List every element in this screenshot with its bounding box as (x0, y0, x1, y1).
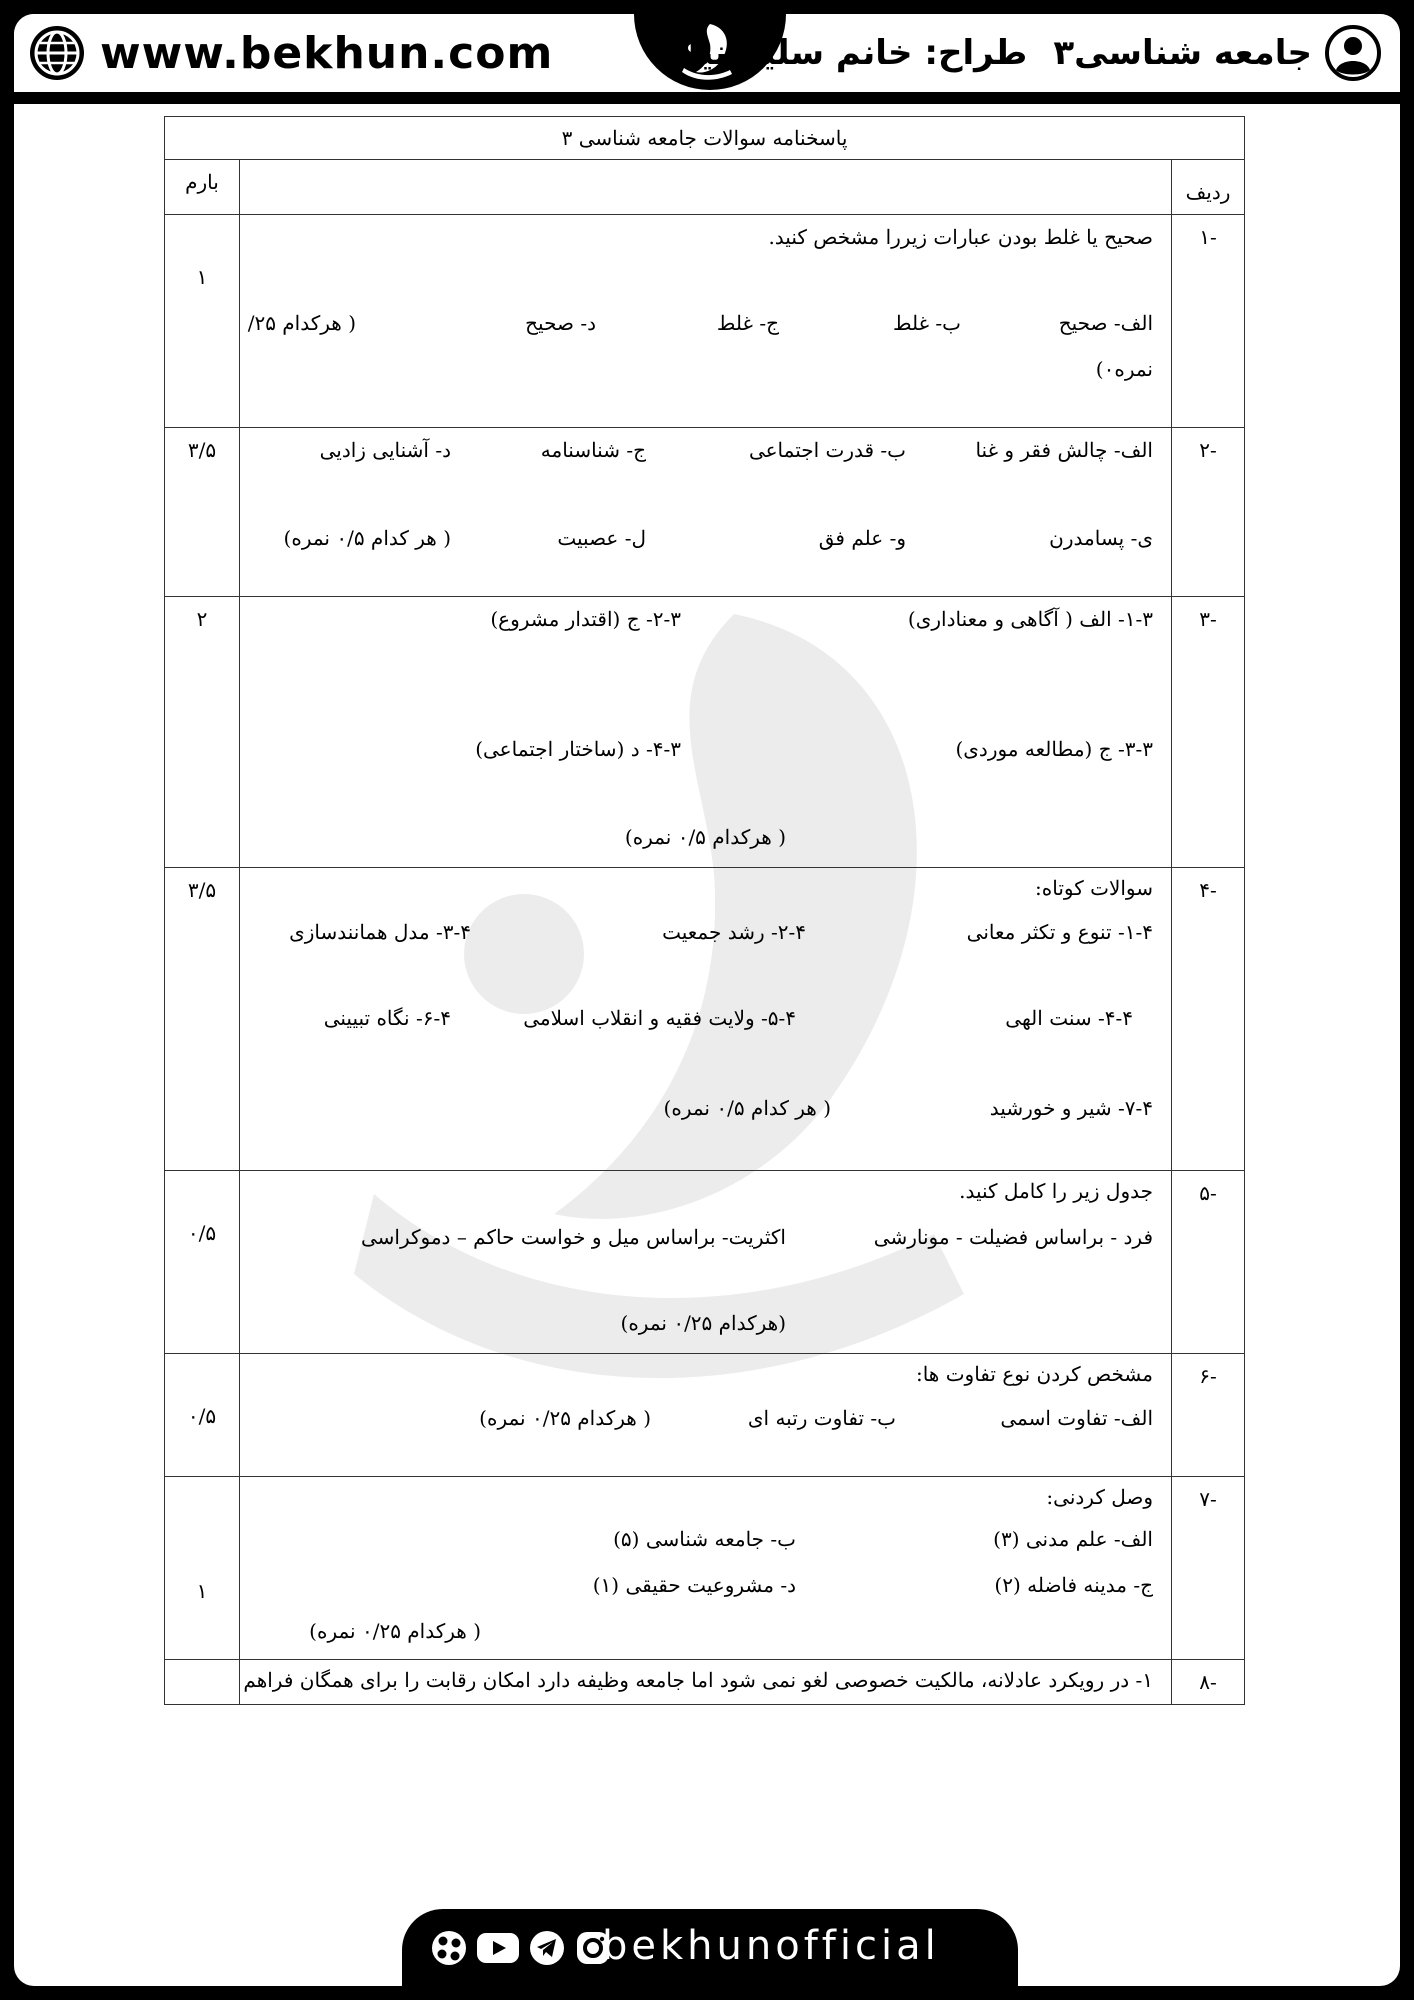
answer-line: ب- قدرت اجتماعی (748, 438, 906, 462)
answer-line: صحیح یا غلط بودن عبارات زیررا مشخص کنید. (768, 225, 1153, 249)
table-row (165, 1171, 1245, 1354)
row-content (240, 597, 1172, 868)
row-number: -۲ (1172, 428, 1245, 597)
answer-line: (هرکدام ۰/۲۵ نمره) (620, 1311, 786, 1335)
table-row (165, 215, 1245, 428)
footer-bar (402, 1909, 1018, 1986)
row-content (240, 1477, 1172, 1660)
youtube-icon[interactable] (476, 1931, 520, 1965)
row-number: -۱ (1172, 215, 1245, 428)
answer-line: و- علم فق (818, 526, 906, 550)
header (14, 14, 1400, 104)
answer-line: ( هر کدام ۰/۵ نمره) (283, 526, 451, 550)
row-content (240, 428, 1172, 597)
row-number: -۷ (1172, 1477, 1245, 1660)
row-number: -۵ (1172, 1171, 1245, 1354)
row-score: ۳/۵ (165, 868, 240, 1171)
answer-line: الف- علم مدنی (۳) (993, 1527, 1153, 1551)
row-content (240, 1354, 1172, 1477)
answer-line: ( هرکدام ۲۵/ (247, 311, 356, 335)
row-number: -۴ (1172, 868, 1245, 1171)
row-score: ۳/۵ (165, 428, 240, 597)
answer-line: ( هرکدام ۰/۲۵ نمره) (479, 1406, 651, 1430)
answer-line: ۶-۴- نگاه تبیینی (323, 1006, 451, 1030)
row-score (165, 1660, 240, 1705)
answer-line: ل- عصبیت (557, 526, 646, 550)
answer-line: الف- صحیح (1058, 311, 1153, 335)
site-url[interactable]: www.bekhun.com (100, 27, 554, 79)
course-name: جامعه شناسی۳ (1053, 33, 1312, 73)
answer-line: ( هرکدام ۰/۲۵ نمره) (309, 1619, 481, 1643)
globe-icon (28, 24, 86, 82)
answer-line: الف- تفاوت اسمی (1000, 1406, 1153, 1430)
answer-line: سوالات کوتاه: (1035, 876, 1153, 900)
table-title: پاسخنامه سوالات جامعه شناسی ۳ (165, 117, 1245, 160)
row-content (240, 215, 1172, 428)
answer-line: الف- چالش فقر و غنا (975, 438, 1153, 462)
row-score: ۲ (165, 597, 240, 868)
answer-line: د- صحیح (525, 311, 596, 335)
answer-line: ۴-۴- سنت الهی (1005, 1006, 1133, 1030)
table-row (165, 868, 1245, 1171)
answer-table (164, 116, 1245, 1705)
answer-line: وصل کردنی: (1046, 1485, 1153, 1509)
row-score: ۱ (165, 215, 240, 428)
row-number: -۳ (1172, 597, 1245, 868)
row-number: -۶ (1172, 1354, 1245, 1477)
aparat-icon[interactable] (430, 1929, 468, 1967)
answer-line: ۱- در رویکرد عادلانه، مالکیت خصوصی لغو نمی شود اما جامعه وظیفه دارد امکان رقابت را برای همگان فراهم (243, 1668, 1153, 1692)
answer-line: مشخص کردن نوع تفاوت ها: (915, 1362, 1153, 1386)
answer-line: ی- پسامدرن (1049, 526, 1153, 550)
table-row (165, 597, 1245, 868)
header-row-number: ردیف (1172, 160, 1245, 215)
answer-line: نمره۰) (1095, 357, 1153, 381)
answer-line: د- آشنایی زادیی (319, 438, 451, 462)
row-content (240, 1660, 1172, 1705)
answer-line: فرد - براساس فضیلت - مونارشی (873, 1225, 1153, 1249)
designer-name: طراح: خانم سلیمانیان (658, 33, 1028, 73)
answer-line: ۴-۳- د (ساختار اجتماعی) (475, 737, 681, 761)
answer-line: ۳-۴- مدل همانندسازی (289, 920, 471, 944)
row-number: -۸ (1172, 1660, 1245, 1705)
row-content (240, 868, 1172, 1171)
answer-line: ج- مدینه فاضله (۲) (994, 1573, 1153, 1597)
answer-line: ۲-۴- رشد جمعیت (662, 920, 806, 944)
answer-line: اکثریت- براساس میل و خواست حاکم – دموکراسی (360, 1225, 786, 1249)
answer-line: ( هرکدام ۰/۵ نمره) (624, 825, 786, 849)
row-score: ۰/۵ (165, 1171, 240, 1354)
page (14, 14, 1400, 1986)
header-title (659, 22, 1382, 84)
answer-line: ۲-۳- ج (اقتدار مشروع) (490, 607, 681, 631)
telegram-icon[interactable] (528, 1929, 566, 1967)
site-link[interactable] (28, 22, 553, 84)
row-score: ۱ (165, 1477, 240, 1660)
row-content (240, 1171, 1172, 1354)
answer-line: ۷-۴- شیر و خورشید (989, 1096, 1153, 1120)
social-icons (430, 1929, 612, 1967)
table-row (165, 428, 1245, 597)
answer-line: جدول زیر را کامل کنید. (959, 1179, 1153, 1203)
social-handle[interactable]: bekhunofficial (602, 1923, 940, 1969)
table-row (165, 1354, 1245, 1477)
row-score: ۰/۵ (165, 1354, 240, 1477)
answer-line: د- مشروعیت حقیقی (۱) (592, 1573, 796, 1597)
answer-line: ( هر کدام ۰/۵ نمره) (663, 1096, 831, 1120)
answer-line: ۱-۴- تنوع و تکثر معانی (966, 920, 1153, 944)
answer-line: ج- شناسنامه (540, 438, 646, 462)
user-icon (1324, 24, 1382, 82)
header-content (240, 160, 1172, 215)
table-row (165, 1660, 1245, 1705)
answer-line: ب- تفاوت رتبه ای (747, 1406, 896, 1430)
answer-line: ۱-۳- الف ( آگاهی و معناداری) (907, 607, 1153, 631)
answer-line: ۵-۴- ولایت فقیه و انقلاب اسلامی (523, 1006, 796, 1030)
table-row (165, 1477, 1245, 1660)
answer-line: ۳-۳- ج (مطالعه موردی) (955, 737, 1153, 761)
answer-line: ج- غلط (716, 311, 779, 335)
answer-line: ب- جامعه شناسی (۵) (613, 1527, 796, 1551)
header-score: بارم (165, 160, 240, 215)
answer-line: ب- غلط (892, 311, 961, 335)
